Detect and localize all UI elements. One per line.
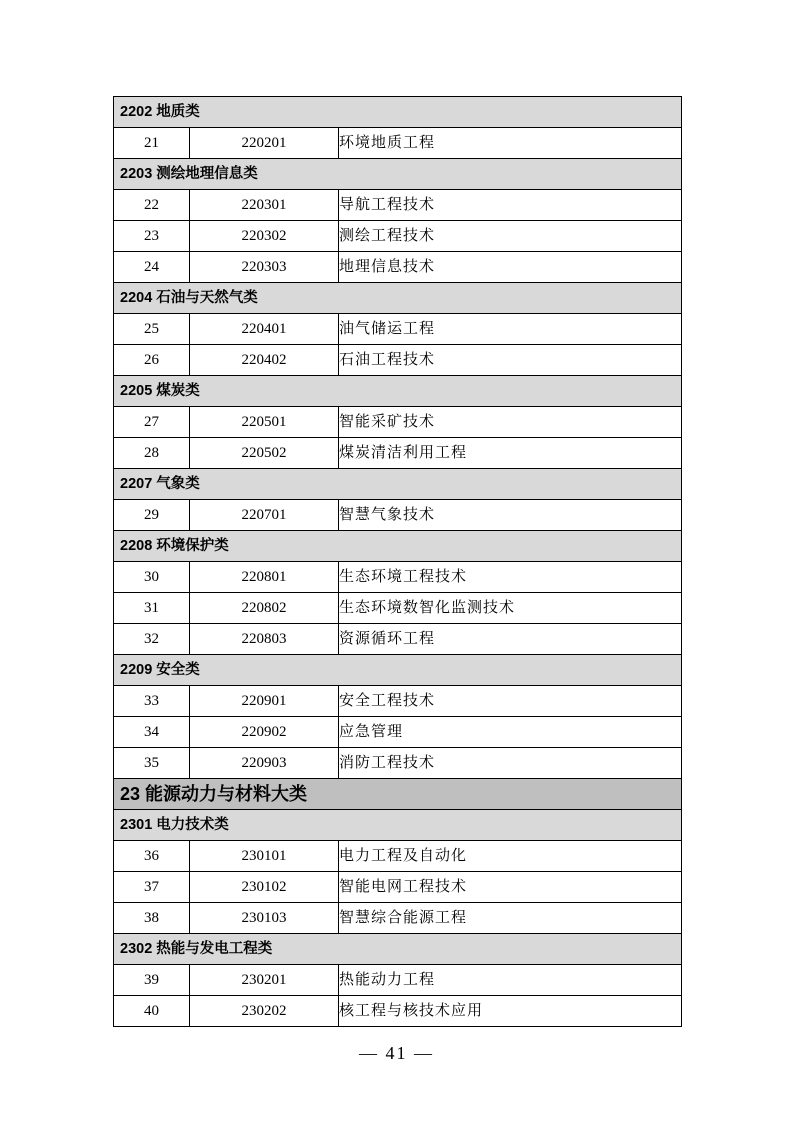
table-row: [114, 965, 682, 996]
program-code: 230202: [190, 996, 339, 1027]
program-name: 生态环境数智化监测技术: [339, 593, 682, 624]
table-row: [114, 407, 682, 438]
section-title: 2302 热能与发电工程类: [114, 934, 682, 965]
table-row: [114, 841, 682, 872]
table-row: [114, 190, 682, 221]
row-number: 32: [114, 624, 190, 655]
program-name: 热能动力工程: [339, 965, 682, 996]
row-number: 23: [114, 221, 190, 252]
table-row: [114, 562, 682, 593]
program-code: 230103: [190, 903, 339, 934]
table-row: [114, 345, 682, 376]
table-row: [114, 252, 682, 283]
section-header-row: [114, 283, 682, 314]
program-name: 安全工程技术: [339, 686, 682, 717]
section-header-row: [114, 531, 682, 562]
table-row: [114, 500, 682, 531]
program-code: 220701: [190, 500, 339, 531]
catalog-body: [114, 97, 682, 1027]
program-name: 消防工程技术: [339, 748, 682, 779]
program-name: 煤炭清洁利用工程: [339, 438, 682, 469]
program-name: 智慧综合能源工程: [339, 903, 682, 934]
section-title: 2205 煤炭类: [114, 376, 682, 407]
program-catalog-table: [113, 96, 682, 1027]
row-number: 31: [114, 593, 190, 624]
row-number: 34: [114, 717, 190, 748]
program-code: 220901: [190, 686, 339, 717]
program-code: 220802: [190, 593, 339, 624]
table-row: [114, 221, 682, 252]
program-code: 220501: [190, 407, 339, 438]
row-number: 37: [114, 872, 190, 903]
section-title: 2208 环境保护类: [114, 531, 682, 562]
row-number: 30: [114, 562, 190, 593]
section-title: 2202 地质类: [114, 97, 682, 128]
program-name: 核工程与核技术应用: [339, 996, 682, 1027]
table-row: [114, 748, 682, 779]
program-name: 智慧气象技术: [339, 500, 682, 531]
row-number: 40: [114, 996, 190, 1027]
program-name: 油气储运工程: [339, 314, 682, 345]
table-row: [114, 686, 682, 717]
program-code: 230102: [190, 872, 339, 903]
row-number: 29: [114, 500, 190, 531]
section-title: 2203 测绘地理信息类: [114, 159, 682, 190]
major-category-title: 23 能源动力与材料大类: [114, 779, 682, 810]
program-code: 220301: [190, 190, 339, 221]
program-code: 220201: [190, 128, 339, 159]
program-name: 生态环境工程技术: [339, 562, 682, 593]
program-code: 220401: [190, 314, 339, 345]
section-header-row: [114, 934, 682, 965]
row-number: 22: [114, 190, 190, 221]
program-code: 220902: [190, 717, 339, 748]
program-name: 石油工程技术: [339, 345, 682, 376]
program-name: 资源循环工程: [339, 624, 682, 655]
section-header-row: [114, 159, 682, 190]
program-name: 导航工程技术: [339, 190, 682, 221]
table-row: [114, 593, 682, 624]
program-code: 220402: [190, 345, 339, 376]
section-header-row: [114, 376, 682, 407]
table-row: [114, 872, 682, 903]
row-number: 27: [114, 407, 190, 438]
table-row: [114, 624, 682, 655]
row-number: 28: [114, 438, 190, 469]
table-row: [114, 128, 682, 159]
row-number: 21: [114, 128, 190, 159]
program-name: 应急管理: [339, 717, 682, 748]
row-number: 38: [114, 903, 190, 934]
row-number: 39: [114, 965, 190, 996]
section-header-row: [114, 469, 682, 500]
section-header-row: [114, 97, 682, 128]
program-code: 220903: [190, 748, 339, 779]
program-name: 测绘工程技术: [339, 221, 682, 252]
row-number: 26: [114, 345, 190, 376]
program-code: 220803: [190, 624, 339, 655]
table-row: [114, 717, 682, 748]
table-row: [114, 438, 682, 469]
row-number: 36: [114, 841, 190, 872]
row-number: 35: [114, 748, 190, 779]
program-code: 220502: [190, 438, 339, 469]
program-name: 环境地质工程: [339, 128, 682, 159]
table-row: [114, 314, 682, 345]
program-name: 电力工程及自动化: [339, 841, 682, 872]
program-code: 220303: [190, 252, 339, 283]
program-code: 220302: [190, 221, 339, 252]
section-title: 2204 石油与天然气类: [114, 283, 682, 314]
section-title: 2207 气象类: [114, 469, 682, 500]
program-code: 220801: [190, 562, 339, 593]
section-header-row: [114, 655, 682, 686]
table-row: [114, 903, 682, 934]
section-title: 2301 电力技术类: [114, 810, 682, 841]
program-code: 230201: [190, 965, 339, 996]
program-name: 智能电网工程技术: [339, 872, 682, 903]
major-category-row: [114, 779, 682, 810]
program-name: 地理信息技术: [339, 252, 682, 283]
row-number: 25: [114, 314, 190, 345]
table-row: [114, 996, 682, 1027]
row-number: 24: [114, 252, 190, 283]
section-header-row: [114, 810, 682, 841]
program-code: 230101: [190, 841, 339, 872]
program-name: 智能采矿技术: [339, 407, 682, 438]
row-number: 33: [114, 686, 190, 717]
section-title: 2209 安全类: [114, 655, 682, 686]
page-number: — 41 —: [359, 1043, 434, 1063]
